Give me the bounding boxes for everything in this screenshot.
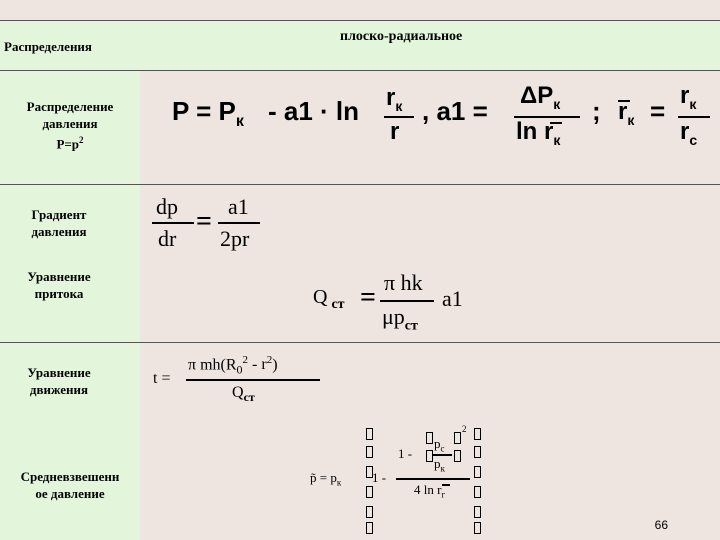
gradient-label: Градиент давления <box>31 207 87 239</box>
divider <box>0 20 720 21</box>
divider <box>0 342 720 343</box>
pressure-label: Распределение давления $P=p^2$ <box>26 99 114 152</box>
page-number: 66 <box>654 518 668 532</box>
top-strip <box>0 0 720 20</box>
avg-pressure-label: Средневзвешенн ое давление <box>20 469 120 501</box>
inflow-label: Уравнение притока <box>27 269 91 301</box>
header-col-left: Распределения <box>4 39 92 54</box>
motion-label: Уравнение движения <box>27 365 91 397</box>
divider <box>0 184 720 185</box>
header-col-right: плоско-радиальное <box>340 29 463 44</box>
